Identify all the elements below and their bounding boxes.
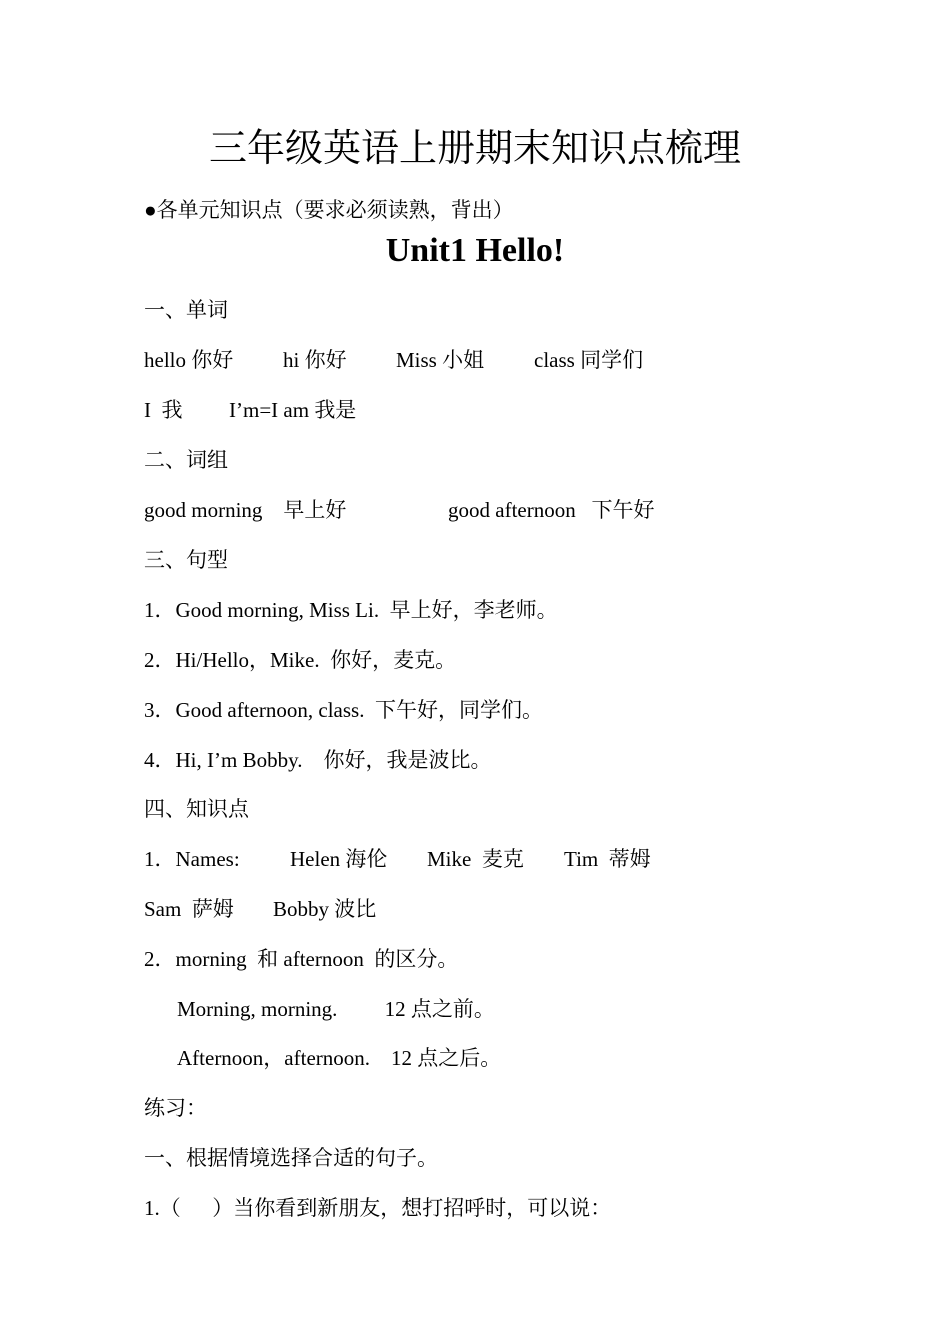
phrase-item: good afternoon 下午好 — [448, 498, 655, 522]
words-heading: 一、单词 — [144, 298, 228, 322]
sentences-heading: 三、句型 — [144, 548, 228, 572]
point-2: 2．morning 和 afternoon 的区分。 — [144, 947, 459, 971]
name-item: Bobby 波比 — [273, 897, 377, 921]
sentence-item: 4．Hi, I’m Bobby. 你好，我是波比。 — [144, 748, 492, 772]
word-item: hello 你好 — [144, 348, 234, 372]
name-item: Tim 蒂姆 — [564, 847, 651, 871]
point-2-line: Morning, morning. 12 点之前。 — [177, 997, 495, 1021]
word-item: Miss 小姐 — [396, 348, 485, 372]
word-item: I 我 — [144, 398, 183, 422]
sentence-item: 3．Good afternoon, class. 下午好，同学们。 — [144, 698, 543, 722]
points-heading: 四、知识点 — [144, 797, 249, 821]
name-item: Sam 萨姆 — [144, 897, 234, 921]
names-label: 1．Names: — [144, 847, 240, 871]
word-item: I’m=I am 我是 — [229, 398, 357, 422]
word-item: hi 你好 — [283, 348, 347, 372]
unit-title: Unit1 Hello! — [385, 232, 565, 269]
name-item: Mike 麦克 — [427, 847, 524, 871]
document-title: 三年级英语上册期末知识点梳理 — [208, 126, 741, 170]
intro-note: ●各单元知识点（要求必须读熟，背出） — [144, 198, 514, 222]
phrases-heading: 二、词组 — [144, 448, 228, 472]
exercise-question-1: 1.（ ）当你看到新朋友，想打招呼时，可以说： — [144, 1196, 612, 1220]
phrase-item: good morning 早上好 — [144, 498, 347, 522]
exercise-heading: 练习： — [144, 1096, 207, 1120]
point-2-line: Afternoon，afternoon. 12 点之后。 — [177, 1046, 502, 1070]
name-item: Helen 海伦 — [290, 847, 388, 871]
sentence-item: 2．Hi/Hello，Mike. 你好，麦克。 — [144, 648, 457, 672]
sentence-item: 1．Good morning, Miss Li. 早上好，李老师。 — [144, 598, 558, 622]
word-item: class 同学们 — [534, 348, 644, 372]
exercise-part-1-heading: 一、根据情境选择合适的句子。 — [144, 1146, 438, 1170]
